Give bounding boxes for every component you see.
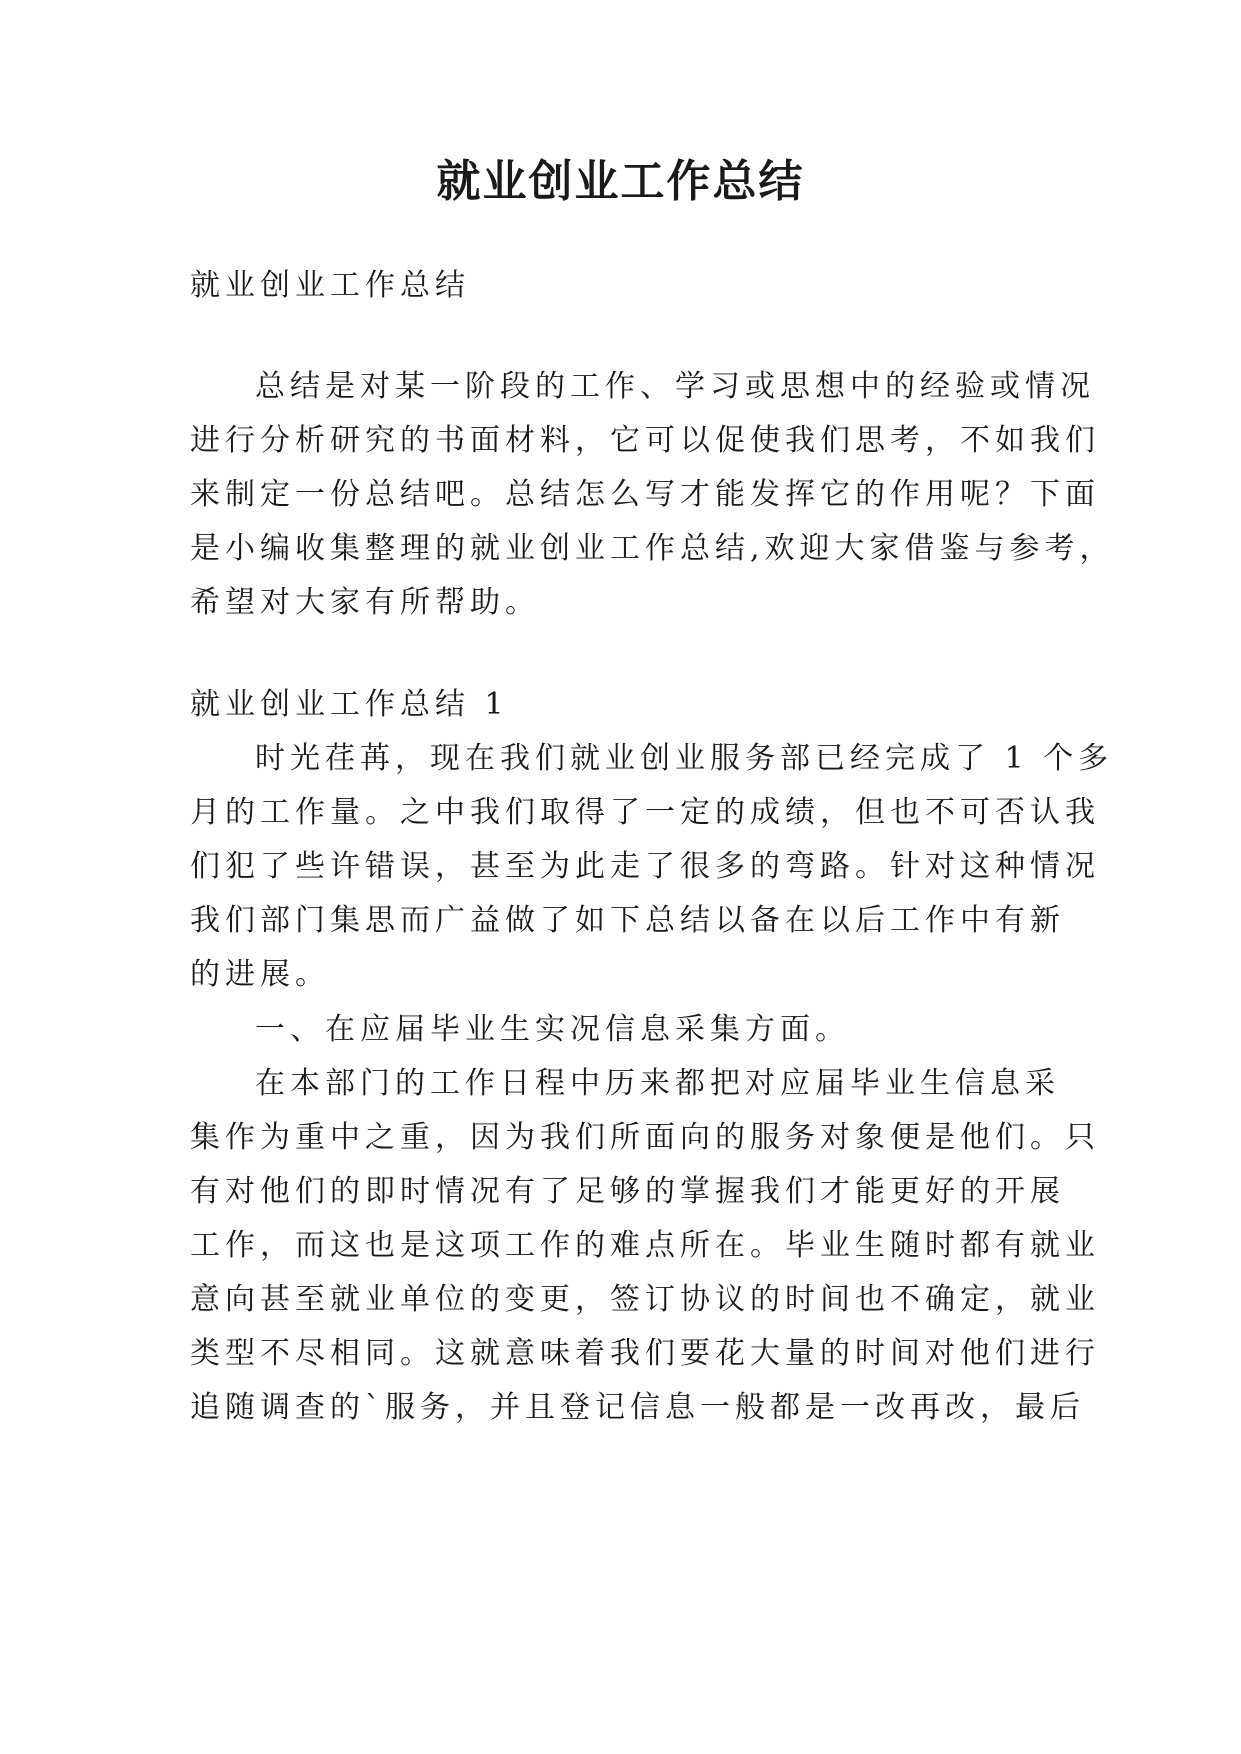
section-line: 月的工作量。之中我们取得了一定的成绩，但也不可否认我: [190, 795, 1100, 830]
item-line: 有对他们的即时情况有了足够的掌握我们才能更好的开展: [190, 1174, 1065, 1209]
document-title: 就业创业工作总结: [436, 156, 805, 207]
section-line: 我们部门集思而广益做了如下总结以备在以后工作中有新: [190, 903, 1065, 938]
item-line: 追随调查的`服务，并且登记信息一般都是一改再改，最后: [190, 1390, 1085, 1425]
item-line: 意向甚至就业单位的变更，签订协议的时间也不确定，就业: [190, 1282, 1100, 1317]
item-line: 集作为重中之重，因为我们所面向的服务对象便是他们。只: [190, 1120, 1100, 1155]
item-line: 工作，而这也是这项工作的难点所在。毕业生随时都有就业: [190, 1228, 1100, 1263]
section-line: 们犯了些许错误，甚至为此走了很多的弯路。针对这种情况: [190, 849, 1100, 884]
item-line: 在本部门的工作日程中历来都把对应届毕业生信息采: [255, 1066, 1060, 1101]
section-line: 的进展。: [190, 957, 330, 992]
intro-line: 是小编收集整理的就业创业工作总结,欢迎大家借鉴与参考，: [190, 531, 1115, 566]
item-heading: 一、在应届毕业生实况信息采集方面。: [255, 1012, 850, 1047]
item-line: 类型不尽相同。这就意味着我们要花大量的时间对他们进行: [190, 1336, 1100, 1371]
intro-line: 来制定一份总结吧。总结怎么写才能发挥它的作用呢？下面: [190, 477, 1100, 512]
section-line: 时光荏苒，现在我们就业创业服务部已经完成了 1 个多: [255, 741, 1114, 776]
intro-line: 总结是对某一阶段的工作、学习或思想中的经验或情况: [255, 369, 1095, 404]
section-heading: 就业创业工作总结 1: [190, 687, 509, 722]
intro-line: 希望对大家有所帮助。: [190, 585, 540, 620]
document-subtitle: 就业创业工作总结: [190, 268, 470, 303]
intro-line: 进行分析研究的书面材料，它可以促使我们思考，不如我们: [190, 423, 1100, 458]
